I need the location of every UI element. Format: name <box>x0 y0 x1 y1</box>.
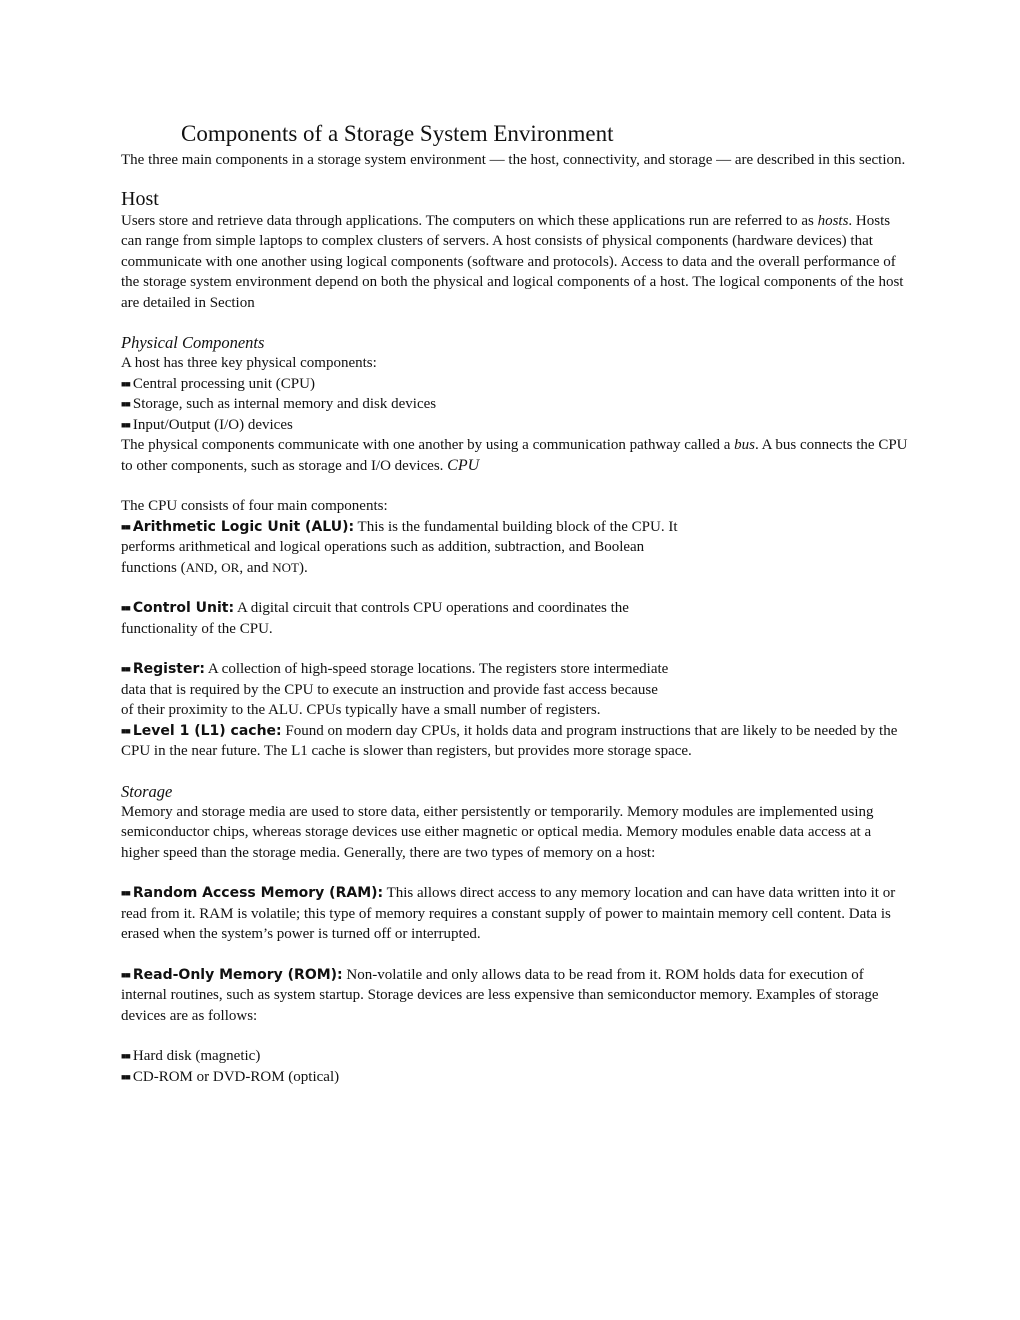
control-unit-term: Control Unit: <box>132 600 235 616</box>
bullet-icon: ■■ <box>121 378 130 389</box>
alu-term: Arithmetic Logic Unit (ALU): <box>132 518 355 535</box>
register-term: Register: <box>132 661 205 677</box>
bullet-icon: ■■ <box>121 888 130 898</box>
cpu-label: CPU <box>447 456 480 474</box>
cpu-lead: The CPU consists of four main components: <box>121 498 388 514</box>
ram-term: Random Access Memory (RAM): <box>132 885 384 901</box>
list-item: ■■ CD-ROM or DVD-ROM (optical) <box>121 1068 340 1085</box>
bullet-icon: ■■ <box>121 969 130 980</box>
physical-lead: A host has three key physical components: <box>121 355 377 371</box>
page-title: Components of a Storage System Environment <box>181 121 614 146</box>
list-item: ■■ Hard disk (magnetic) <box>121 1048 261 1064</box>
bullet-icon: ■■ <box>121 521 130 532</box>
document-page <box>121 120 911 1087</box>
bullet-icon: ■■ <box>121 419 130 430</box>
register-item: ■■ Register: A collection of high-speed storage locations. The registers store intermediate data that is required by the CPU to execute an instruction and provide fast access because of their proximity to the ALU. CPUs typically have a small number of registers. <box>121 661 669 718</box>
rom-term: Read-Only Memory (ROM): <box>132 966 343 983</box>
hosts-emphasis: hosts <box>817 212 849 229</box>
rom-item: ■■ Read-Only Memory (ROM): Non-volatile and only allows data to be read from it. ROM holds data for execution of internal routines, such as system startup. Storage devices are less expensive than semiconductor memory. Examples of storage devices are as follows: <box>121 966 879 1024</box>
storage-paragraph: Memory and storage media are used to store data, either persistently or temporarily. Memory modules are implemented using semiconductor chips, whereas storage devices use either magnetic or optical media. Memory modules enable data access at a higher speed than the storage media. Generally, there are two types of memory on a host: <box>121 803 874 861</box>
alu-item: ■■ Arithmetic Logic Unit (ALU): This is the fundamental building block of the CPU. It performs arithmetical and logical operations such as addition, subtraction, and Boolean functions (AND, OR, and NOT). <box>121 518 678 576</box>
control-unit-item: ■■ Control Unit: A digital circuit that controls CPU operations and coordinates the functionality of the CPU. <box>121 600 629 637</box>
host-paragraph: Users store and retrieve data through applications. The computers on which these applications run are referred to as hosts. Hosts can range from simple laptops to complex clusters of servers. A host consists of physical components (hardware devices) that communicate with one another using logical components (software and protocols). Access to data and the overall performance of the storage system environment depend on both the physical and logical components of a host. The logical components of the host are detailed in Section <box>121 212 904 311</box>
intro-paragraph: The three main components in a storage system environment — the host, connectivity, and storage — are described in this section. <box>121 152 906 168</box>
bus-paragraph: The physical components communicate with one another by using a communication pathway called a bus. A bus connects the CPU to other components, such as storage and I/O devices. CPU <box>121 437 908 474</box>
list-item: ■■ Storage, such as internal memory and disk devices <box>121 396 437 412</box>
ram-item: ■■ Random Access Memory (RAM): This allows direct access to any memory location and can have data written into it or read from it. RAM is volatile; this type of memory requires a constant supply of power to maintain memory cell content. Data is erased when the system’s power is turned off or interrupted. <box>121 885 896 942</box>
list-item: ■■ Central processing unit (CPU) <box>121 375 315 392</box>
bullet-icon: ■■ <box>121 1071 130 1082</box>
bus-emphasis: bus <box>734 437 755 453</box>
list-item: ■■ Input/Output (I/O) devices <box>121 416 293 433</box>
physical-components-heading: Physical Components <box>121 333 265 352</box>
l1-cache-term: Level 1 (L1) cache: <box>132 722 282 739</box>
bullet-icon: ■■ <box>121 1051 130 1061</box>
l1-cache-item: ■■ Level 1 (L1) cache: Found on modern day CPUs, it holds data and program instructions that are likely to be needed by the CPU in the near future. The L1 cache is slower than registers, but provides more storage space. <box>121 722 898 759</box>
host-heading: Host <box>121 187 159 210</box>
bullet-icon: ■■ <box>121 399 130 409</box>
bullet-icon: ■■ <box>121 664 130 674</box>
bullet-icon: ■■ <box>121 603 130 613</box>
bullet-icon: ■■ <box>121 725 130 736</box>
storage-heading: Storage <box>121 781 173 801</box>
